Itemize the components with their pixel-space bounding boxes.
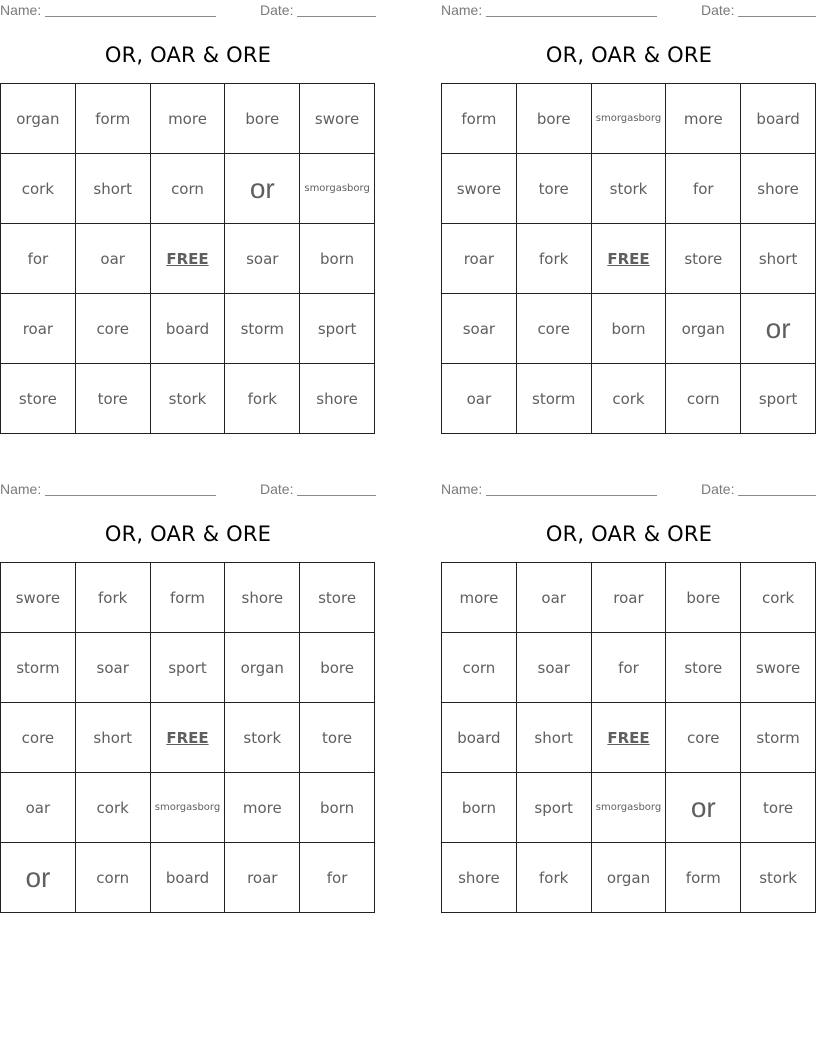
bingo-cell: shore [741,154,816,224]
bingo-cell: smorgasborg [592,84,667,154]
bingo-cell: tore [517,154,592,224]
bingo-cell: swore [442,154,517,224]
bingo-cell: bore [300,633,375,703]
bingo-cell: roar [1,294,76,364]
bingo-cell: store [666,224,741,294]
free-space-cell: FREE [151,224,226,294]
bingo-cell: oar [1,773,76,843]
bingo-cell: core [666,703,741,773]
bingo-cell: tore [76,364,151,434]
name-label: Name: [0,2,42,18]
bingo-grid [0,83,375,434]
bingo-cell: cork [741,563,816,633]
card-title: OR, OAR & ORE [104,522,272,546]
bingo-grid [0,562,375,913]
bingo-cell: soar [225,224,300,294]
card-title: OR, OAR & ORE [545,522,713,546]
bingo-cell: more [666,84,741,154]
bingo-cell: swore [741,633,816,703]
bingo-cell: organ [592,843,667,913]
bingo-cell: born [592,294,667,364]
bingo-cell: tore [741,773,816,843]
bingo-cell: corn [76,843,151,913]
bingo-cell: roar [442,224,517,294]
free-space-cell: FREE [151,703,226,773]
bingo-cell: fork [517,224,592,294]
bingo-cell: cork [1,154,76,224]
name-line [486,495,657,496]
bingo-cell: storm [225,294,300,364]
bingo-cell: or [666,773,741,843]
bingo-cell: corn [151,154,226,224]
card-header [441,479,816,499]
name-label: Name: [441,2,483,18]
bingo-cell: born [442,773,517,843]
bingo-cell: smorgasborg [300,154,375,224]
bingo-cell: or [741,294,816,364]
bingo-cell: bore [666,563,741,633]
bingo-cell: form [76,84,151,154]
bingo-cell: born [300,773,375,843]
bingo-cell: corn [442,633,517,703]
bingo-cell: short [741,224,816,294]
bingo-cell: fork [517,843,592,913]
bingo-cell: board [151,294,226,364]
bingo-cell: board [151,843,226,913]
bingo-cell: stork [592,154,667,224]
card-header [0,479,376,499]
bingo-cell: organ [666,294,741,364]
bingo-cell: board [442,703,517,773]
bingo-cell: short [76,154,151,224]
bingo-cell: organ [225,633,300,703]
bingo-cell: stork [741,843,816,913]
bingo-cell: sport [741,364,816,434]
bingo-cell: or [1,843,76,913]
name-line [45,495,216,496]
date-line [297,495,376,496]
bingo-cell: store [300,563,375,633]
name-line [486,16,657,17]
date-line [297,16,376,17]
bingo-cell: form [666,843,741,913]
date-label: Date: [260,481,294,497]
bingo-grid [441,83,816,434]
bingo-cell: soar [517,633,592,703]
bingo-cell: sport [517,773,592,843]
bingo-grid [441,562,816,913]
bingo-cell: core [76,294,151,364]
card-title: OR, OAR & ORE [545,43,713,67]
bingo-cell: more [442,563,517,633]
bingo-cell: for [666,154,741,224]
bingo-cell: sport [151,633,226,703]
bingo-cell: oar [517,563,592,633]
card-header [441,0,816,20]
date-line [738,16,816,17]
bingo-cell: storm [741,703,816,773]
bingo-cell: shore [225,563,300,633]
bingo-cell: stork [225,703,300,773]
card-header [0,0,376,20]
bingo-cell: store [666,633,741,703]
bingo-cell: form [151,563,226,633]
bingo-cell: born [300,224,375,294]
free-space-cell: FREE [592,703,667,773]
bingo-cell: oar [76,224,151,294]
bingo-cell: bore [517,84,592,154]
bingo-cell: storm [1,633,76,703]
bingo-cell: soar [76,633,151,703]
bingo-cell: cork [592,364,667,434]
date-label: Date: [260,2,294,18]
name-line [45,16,216,17]
bingo-cell: core [1,703,76,773]
bingo-cell: for [1,224,76,294]
bingo-cell: board [741,84,816,154]
bingo-cell: fork [76,563,151,633]
bingo-cell: swore [1,563,76,633]
bingo-cell: more [151,84,226,154]
name-label: Name: [0,481,42,497]
date-label: Date: [701,481,735,497]
bingo-cell: roar [225,843,300,913]
bingo-cell: smorgasborg [592,773,667,843]
bingo-cell: shore [442,843,517,913]
bingo-cell: stork [151,364,226,434]
date-line [738,495,816,496]
bingo-cell: fork [225,364,300,434]
bingo-cell: storm [517,364,592,434]
bingo-cell: sport [300,294,375,364]
bingo-cell: short [76,703,151,773]
bingo-cell: cork [76,773,151,843]
card-title: OR, OAR & ORE [104,43,272,67]
bingo-cell: form [442,84,517,154]
bingo-cell: corn [666,364,741,434]
name-label: Name: [441,481,483,497]
bingo-cell: or [225,154,300,224]
bingo-cell: for [592,633,667,703]
bingo-cell: soar [442,294,517,364]
bingo-cell: organ [1,84,76,154]
bingo-cell: bore [225,84,300,154]
bingo-cell: store [1,364,76,434]
bingo-cell: swore [300,84,375,154]
bingo-cell: core [517,294,592,364]
bingo-cell: roar [592,563,667,633]
bingo-cell: more [225,773,300,843]
bingo-cell: short [517,703,592,773]
bingo-cell: smorgasborg [151,773,226,843]
date-label: Date: [701,2,735,18]
free-space-cell: FREE [592,224,667,294]
bingo-cell: tore [300,703,375,773]
bingo-cell: shore [300,364,375,434]
bingo-cell: oar [442,364,517,434]
bingo-cell: for [300,843,375,913]
